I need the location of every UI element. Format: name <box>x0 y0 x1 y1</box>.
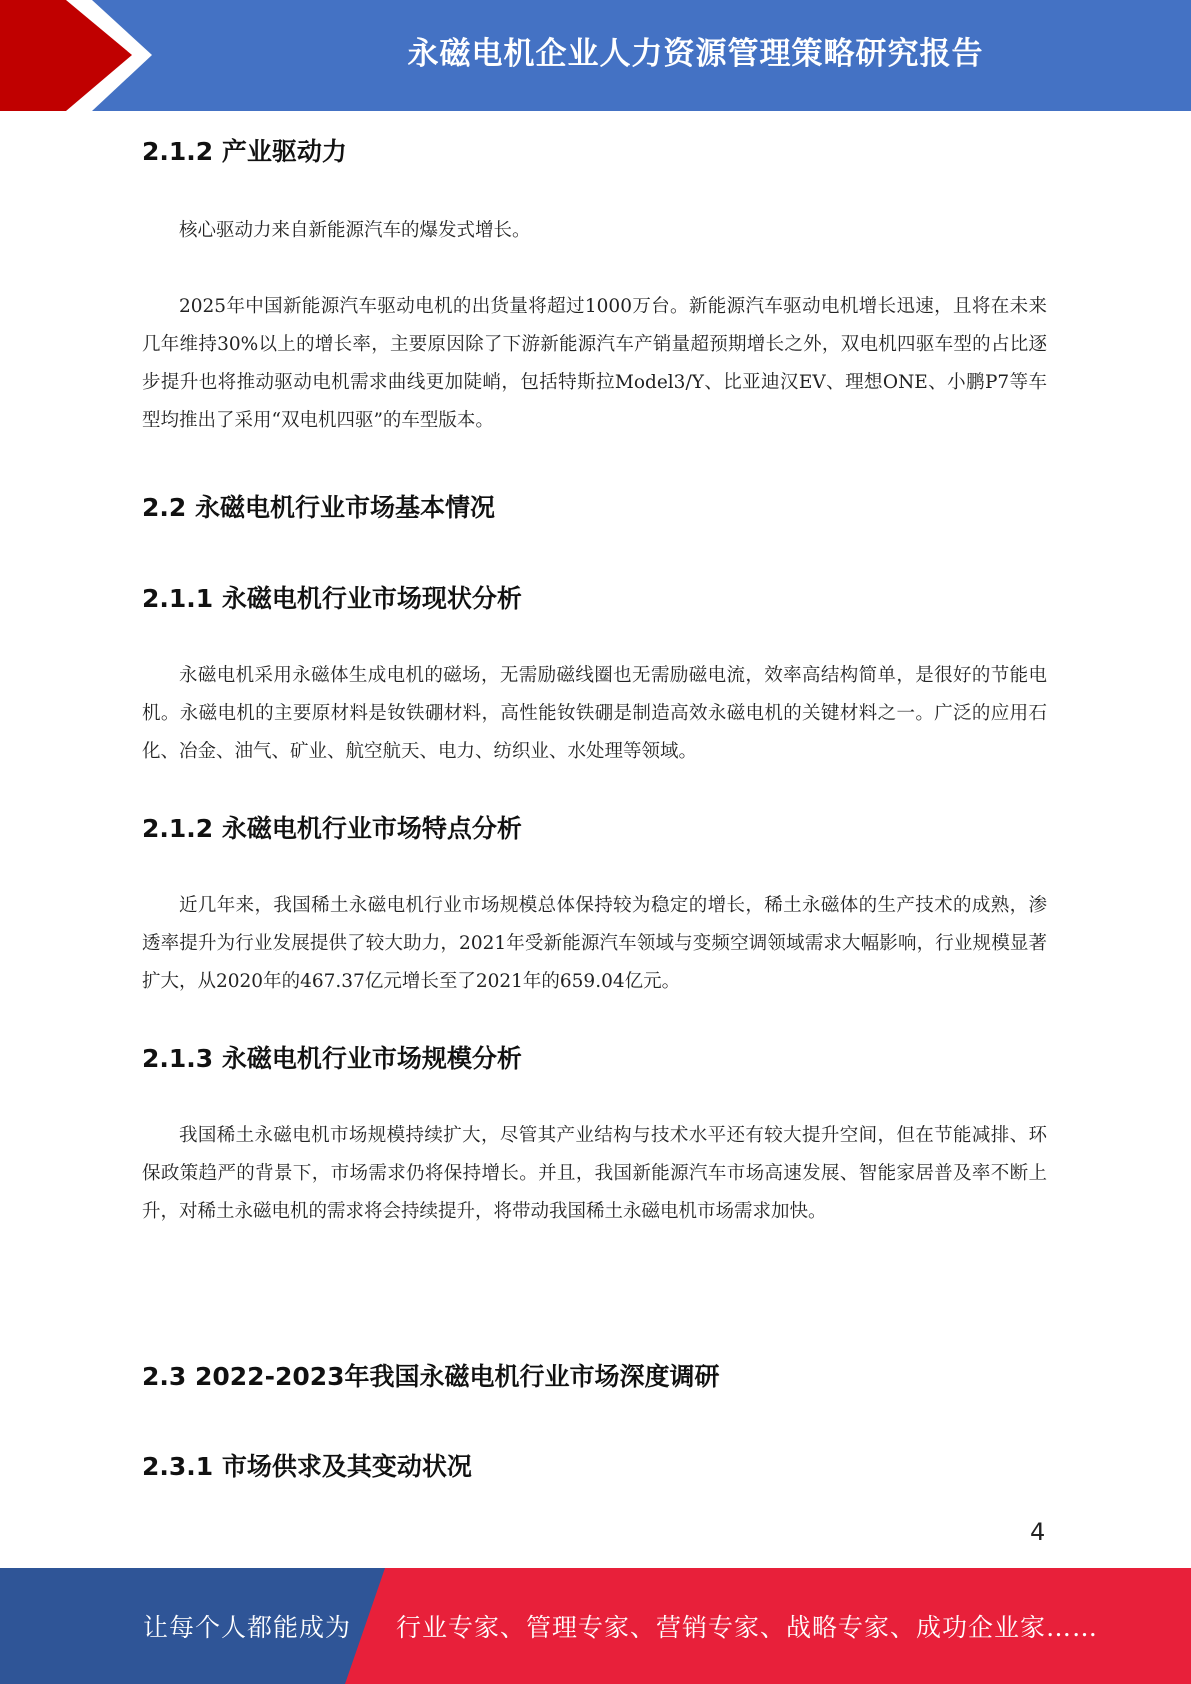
heading-market-basics: 2.2 永磁电机行业市场基本情况 <box>142 493 495 522</box>
heading-market-research: 2.3 2022-2023年我国永磁电机行业市场深度调研 <box>142 1362 720 1391</box>
paragraph-ev-motor-shipments: 2025年中国新能源汽车驱动电机的出货量将超过1000万台。新能源汽车驱动电机增长迅速，且将在未来几年维持30%以上的增长率，主要原因除了下游新能源汽车产销量超预期增长之外，双电机四驱车型的占比逐步提升也将推动驱动电机需求曲线更加陡峭，包括特斯拉Model3/Y、比亚迪汉EV、理想ONE、小鹏P7等车型均推出了采用“双电机四驱”的车型版本。 <box>142 296 1047 431</box>
header-title: 永磁电机企业人力资源管理策略研究报告 <box>407 35 984 72</box>
heading-supply-demand: 2.3.1 市场供求及其变动状况 <box>142 1452 472 1481</box>
footer-slogan-left: 让每个人都能成为 <box>143 1613 352 1642</box>
page-footer <box>0 1568 1191 1684</box>
paragraph-market-features: 近几年来，我国稀土永磁电机行业市场规模总体保持较为稳定的增长，稀土永磁体的生产技术的成熟，渗透率提升为行业发展提供了较大助力，2021年受新能源汽车领域与变频空调领域需求大幅影响，行业规模显著扩大，从2020年的467.37亿元增长至了2021年的659.04亿元。 <box>142 895 1047 992</box>
heading-market-scale: 2.1.3 永磁电机行业市场规模分析 <box>142 1044 522 1073</box>
paragraph-market-scale: 我国稀土永磁电机市场规模持续扩大，尽管其产业结构与技术水平还有较大提升空间，但在节能减排、环保政策趋严的背景下，市场需求仍将保持增长。并且，我国新能源汽车市场高速发展、智能家居普及率不断上升，对稀土永磁电机的需求将会持续提升，将带动我国稀土永磁电机市场需求加快。 <box>142 1125 1047 1222</box>
footer-slogan-right: 行业专家、管理专家、营销专家、战略专家、成功企业家…… <box>396 1613 1099 1642</box>
heading-market-status: 2.1.1 永磁电机行业市场现状分析 <box>142 584 522 613</box>
page-number: 4 <box>1030 1518 1046 1546</box>
heading-industry-drivers: 2.1.2 产业驱动力 <box>142 137 347 166</box>
paragraph-market-status: 永磁电机采用永磁体生成电机的磁场，无需励磁线圈也无需励磁电流，效率高结构简单，是很好的节能电机。永磁电机的主要原材料是钕铁硼材料，高性能钕铁硼是制造高效永磁电机的关键材料之一。广泛的应用石化、冶金、油气、矿业、航空航天、电力、纺织业、水处理等领域。 <box>142 665 1047 762</box>
paragraph-core-driver: 核心驱动力来自新能源汽车的爆发式增长。 <box>179 220 531 241</box>
page-header <box>0 0 1191 111</box>
heading-market-features: 2.1.2 永磁电机行业市场特点分析 <box>142 814 522 843</box>
